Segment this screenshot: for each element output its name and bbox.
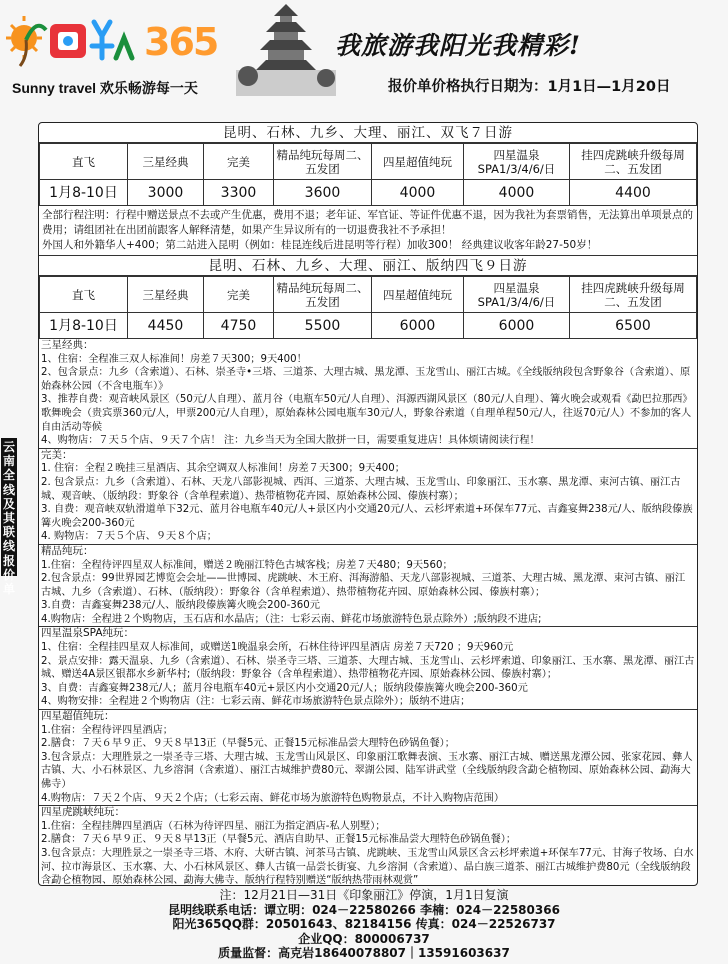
price-cell: 4750 <box>204 313 274 339</box>
footer <box>0 888 728 964</box>
table-header-row <box>40 277 697 313</box>
price-cell: 4400 <box>570 180 697 206</box>
header-cell: 完美 <box>204 277 274 313</box>
note-line: 外国人和外籍华人+400；第二站进入昆明（例如：桂昆连线后进昆明等行程）加收300！ 经典建议收客年龄27-50岁！ <box>42 239 598 251</box>
header-cell: 直飞 <box>40 144 128 180</box>
price-cell: 1月8-10日 <box>40 313 128 339</box>
header-cell: 挂四虎跳峡升级每周二、五发团 <box>570 144 697 180</box>
side-label: 云南全线及其联线报价单 <box>2 440 15 597</box>
section-line: 2.膳食：７天６早９正、９天８早13正（早餐5元、正餐15元标准品尝大理特色砂锅鱼餐）； <box>41 738 455 750</box>
header-cell: 四星温泉SPA1/3/4/6/日 <box>464 277 570 313</box>
logo-number: 365 <box>144 20 218 64</box>
package-sections <box>39 339 697 886</box>
price-table-7day <box>39 143 697 206</box>
section-line: 1、住宿：全程准三双人标准间！房差７天300；9天400！ <box>41 353 307 365</box>
table-row <box>40 180 697 206</box>
price-cell: 3600 <box>274 180 372 206</box>
brand-english: Sunny travel <box>12 80 97 96</box>
header-cell: 挂四虎跳峡升级每周二、五发团 <box>570 277 697 313</box>
section-line: 4. 购物店：７天５个店、９天８个店； <box>41 531 217 543</box>
header-cell: 完美 <box>204 144 274 180</box>
main-panel <box>38 122 698 886</box>
header-cell: 三星经典 <box>128 144 204 180</box>
pagoda-image <box>226 0 346 96</box>
price-cell: 4000 <box>464 180 570 206</box>
package-section <box>39 806 697 886</box>
price-cell: 6000 <box>372 313 464 339</box>
price-cell: 3000 <box>128 180 204 206</box>
section-line: 3. 自费：观音峡双轨滑道单下32元、蓝月谷电瓶车40元/人+景区内小交通20元/人、云杉坪索道+环保车77元、吉鑫宴舞238元/人、版纳段傣族篝火晚会200-360元 <box>41 504 693 529</box>
price-cell: 6500 <box>570 313 697 339</box>
table-row <box>40 313 697 339</box>
footer-supervision: 质量监督：高克岩18640078807｜13591603637 <box>218 946 510 960</box>
section-title: 完美： <box>41 448 73 461</box>
section-line: 2. 包含景点：九乡（含索道）、石林、天龙八部影视城、西洱、三道茶、大理古城、玉龙雪山、印象丽江、玉水寨、黑龙潭、束河古镇、丽江古城、观音峡、（版纳段：野象谷（含单程索道）、热带植物花卉园、原始森林公园、傣族村寨）； <box>41 476 681 502</box>
header-cell: 三星经典 <box>128 277 204 313</box>
footer-notice: 注：12月21日—31日《印象丽江》停演，1月1日复演 <box>219 888 509 902</box>
section-line: 2、包含景点：九乡（含索道）、石林、崇圣寺•三塔、三道茶、大理古城、黑龙潭、玉龙雪山、丽江古城。《全线版纳段包含野象谷（含索道）、原始森林公园（不含电瓶车）》 <box>41 367 691 392</box>
package-section <box>39 627 697 710</box>
section-line: 1、住宿：全程挂四星双人标准间，或赠送1晚温泉会所，石林住待评四星酒店 房差７天720 ；9天960元 <box>41 642 514 654</box>
section-line: 4.购物店：全程进２个购物店，玉石店和水晶店；（注：七彩云南、鲜花市场旅游特色景点除外）;版纳段不进店; <box>41 613 542 625</box>
section-title: 四星虎跳峡纯玩： <box>41 806 125 819</box>
section-line: 1. 住宿：全程２晚挂三星酒店、其余空调双人标准间！房差７天300；9天400； <box>41 463 405 475</box>
package-section <box>39 449 697 545</box>
price-cell: 4450 <box>128 313 204 339</box>
sun-logo-icon <box>6 10 146 72</box>
section-line: 3、推荐自费：观音峡风景区（50元/人自理）、蓝月谷（电瓶车50元/人自理）、洱源西湖风景区（80元/人自理）、篝火晚会或观看《勐巴拉那西》歌舞晚会（贵宾票360元/人，甲票200元/人自理），原始森林公园电瓶车30元/人，野象谷索道（自理单程50元/人，往返70元/人）不参加的客人自由活动等候 <box>41 394 693 433</box>
package-section <box>39 339 697 449</box>
package-section <box>39 545 697 628</box>
price-cell: 6000 <box>464 313 570 339</box>
brand-tagline: 欢乐畅游每一天 <box>99 80 198 96</box>
section-title: 四星温泉SPA纯玩： <box>41 627 135 640</box>
footer-contact-qq-group: 阳光365QQ群：20501643、82184156 传真：024－22526737 <box>172 917 556 931</box>
section-line: 3、自费：吉鑫宴舞238元/人；蓝月谷电瓶车40元+景区内小交通20元/人；版纳段傣族篝火晚会200-360元 <box>41 682 528 694</box>
route-title-9day: 昆明、石林、九乡、大理、丽江、版纳四飞９日游 <box>39 256 697 276</box>
notes-block <box>39 206 697 256</box>
table-header-row <box>40 144 697 180</box>
section-line: 4、购物安排：全程进２个购物店（注：七彩云南、鲜花市场旅游特色景点除外）；版纳不进店； <box>41 696 471 708</box>
header-cell: 精品纯玩每周二、五发团 <box>274 144 372 180</box>
section-line: 4、购物店：７天５个店、９天７个店！ 注：九乡当天为全国大散拼一日，需要重复进店！具体烦请阅读行程！ <box>41 435 540 447</box>
header-cell: 直飞 <box>40 277 128 313</box>
slogan: 我旅游我阳光我精彩! <box>335 31 581 60</box>
section-line: 1.住宿：全程挂牌四星酒店（石林为待评四星、丽江为指定酒店-私人别墅）； <box>41 820 386 832</box>
route-title-7day: 昆明、石林、九乡、大理、丽江、双飞７日游 <box>39 123 697 143</box>
section-title: 三星经典： <box>41 339 94 351</box>
footer-company-qq: 企业QQ：800006737 <box>298 931 430 946</box>
price-cell: 5500 <box>274 313 372 339</box>
price-cell: 3300 <box>204 180 274 206</box>
package-section <box>39 710 697 806</box>
price-cell: 4000 <box>372 180 464 206</box>
section-title: 精品纯玩： <box>41 544 94 557</box>
section-title: 四星超值纯玩： <box>41 710 115 723</box>
header-cell: 精品纯玩每周二、五发团 <box>274 277 372 313</box>
section-line: 1.住宿：全程待评四星双人标准间，赠送２晚丽江特色古城客栈；房差７天480；9天560； <box>41 559 453 571</box>
price-cell: 1月8-10日 <box>40 180 128 206</box>
brand-line <box>12 78 198 98</box>
header-cell: 四星超值纯玩 <box>372 144 464 180</box>
header-cell: 四星温泉SPA1/3/4/6/日 <box>464 144 570 180</box>
footer-contact-phone: 昆明线联系电话：谭立明：024－22580266 李楠：024－22580366 <box>168 902 560 917</box>
section-line: 2.膳食：７天６早９正、９天８早13正（早餐5元、酒店自助早、正餐15元标准品尝大理特色砂锅鱼餐）； <box>41 834 517 846</box>
section-line: 1.住宿：全程待评四星酒店； <box>41 724 173 736</box>
note-line: 全部行程注明：行程中赠送景点不去或产生优惠，费用不退；老年证、军官证、等证件优惠不退，因为我社为套票销售，无法算出单项景点的费用；请组团社在出团前跟客人解释清楚，如果产生异议所有的一切退费我社不予承担！ <box>42 209 693 236</box>
price-table-9day <box>39 276 697 339</box>
section-line: 3.包含景点：大理胜景之一崇圣寺三塔、大理古城、玉龙雪山风景区、印象丽江歌舞表演、玉水寨、丽江古城、赠送黑龙潭公园、张家花园、彝人古镇、大、小石林景区、九乡溶洞（含索道）、丽江古城维护费80元、翠湖公园、陆军讲武堂（全线版纳段含勐仑植物园、原始森林公园、勐海大佛寺） <box>41 751 693 790</box>
section-line: 3.包含景点：大理胜景之一崇圣寺三塔、木府、大研古镇、河茶马古镇、虎跳峡、玉龙雪山风景区含云杉坪索道+环保车77元、甘海子牧场、白水河、拉市海景区、玉水寨、大、小石林风景区、彝人古镇一品尝长街宴、九乡溶洞（含索道）、晶白族三道茶、丽江古城维护费80元（全线版纳段含勐仑植物园、原始森林公园、勐海大佛寺、版纳行程特别赠送“版纳热带雨林观赏” <box>41 847 694 886</box>
section-line: 4.购物店：７天２个店、９天２个店；（七彩云南、鲜花市场为旅游特色购物景点，不计入购物店范围） <box>41 792 505 804</box>
section-line: 3.自费：吉鑫宴舞238元/人、版纳段傣族篝火晚会200-360元 <box>41 600 320 612</box>
header <box>0 0 728 122</box>
section-line: 2.包含景点：99世界园艺博览会会址——世博园、虎跳峡、木王府、洱海游船、天龙八部影视城、三道茶、大理古城、黑龙潭、束河古镇、丽江古城、九乡（含索道）、石林、（版纳段）：野象谷（含单程索道）、热带植物花卉园、原始森林公园、傣族村寨）； <box>41 573 686 598</box>
company-logo <box>6 10 261 70</box>
section-line: 2、景点安排：露天温泉、九乡（含索道）、石林、崇圣寺三塔、三道茶、大理古城、玉龙雪山、云杉坪索道、印象丽江、玉水寨、黑龙潭、丽江古城、赠送4A景区银都水乡新华村;（版纳段：野象谷（含单程索道）、热带植物花卉园、原始森林公园、傣族村寨）； <box>41 655 695 681</box>
header-cell: 四星超值纯玩 <box>372 277 464 313</box>
validity-date: 报价单价格执行日期为：1月1日—1月20日 <box>388 79 671 95</box>
